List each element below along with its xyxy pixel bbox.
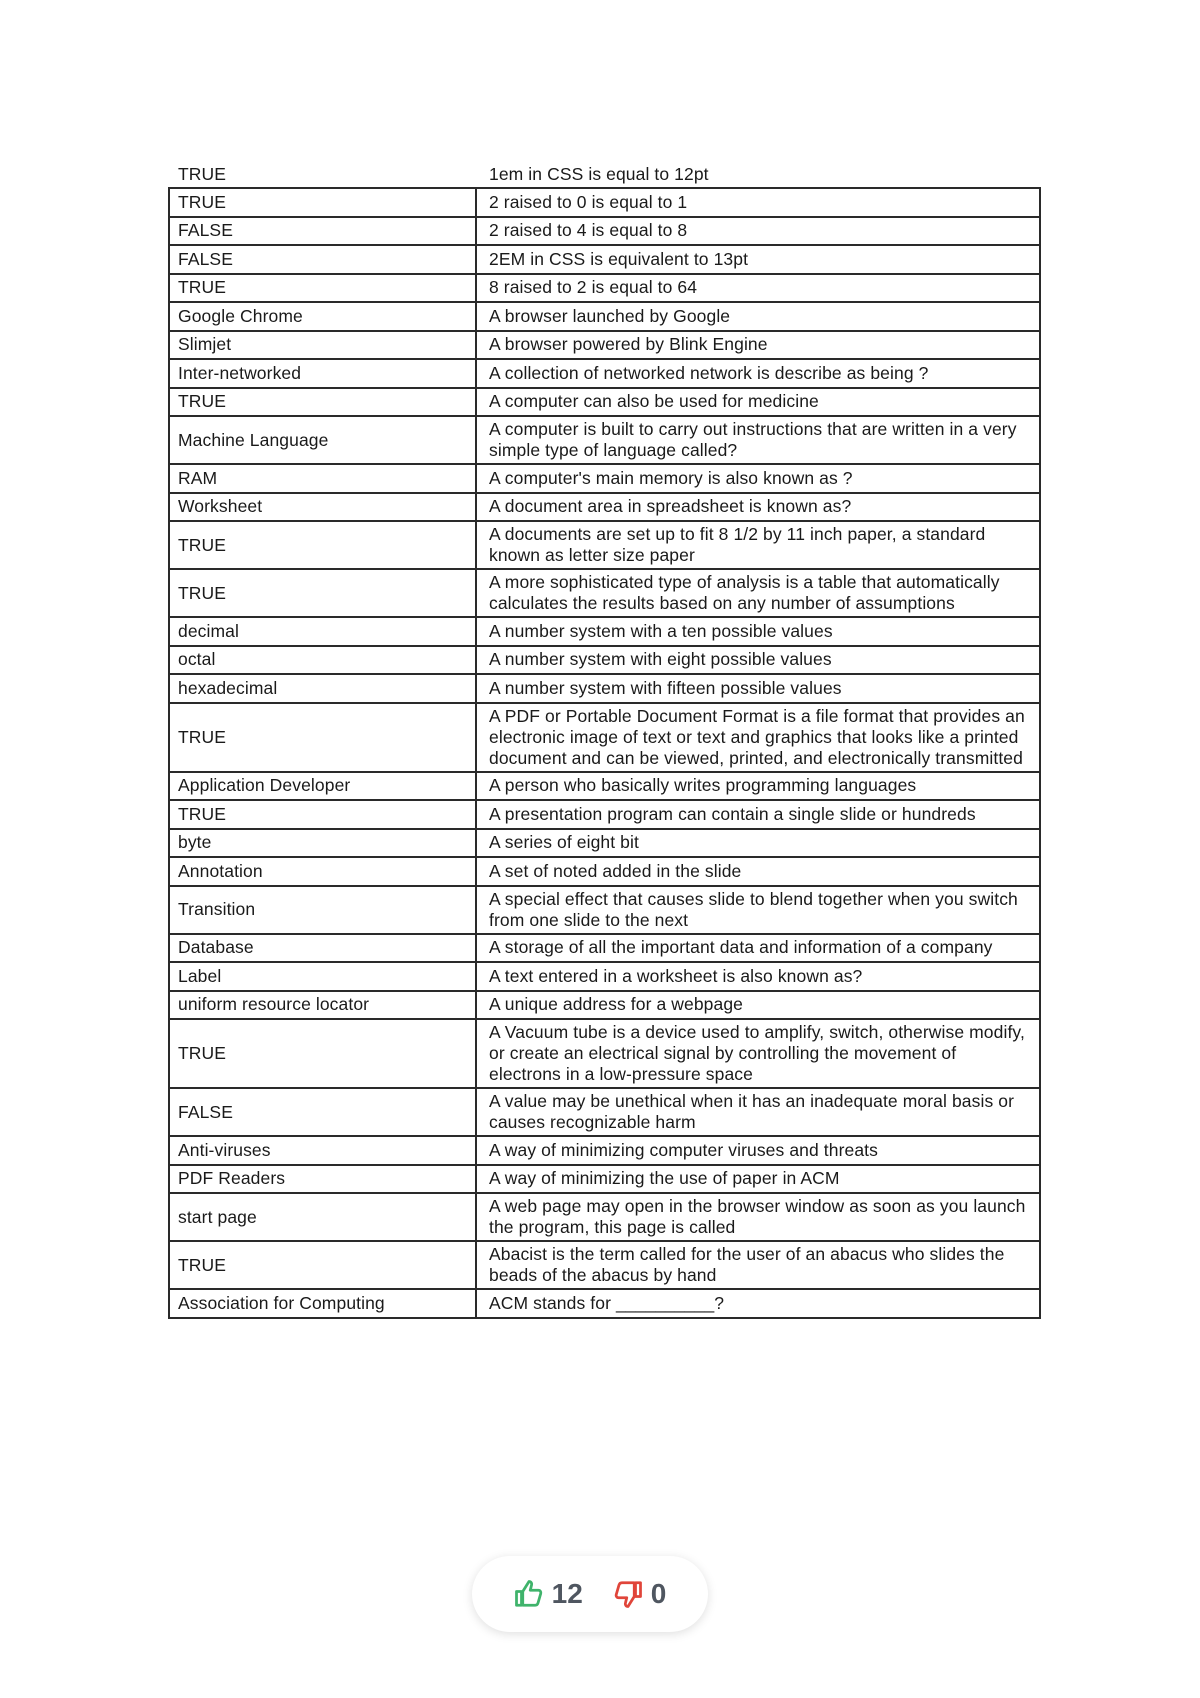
table-row (168, 1137, 1041, 1166)
answer-cell: Machine Language (168, 417, 477, 463)
question-cell: A number system with fifteen possible values (477, 675, 1041, 702)
question-cell: A way of minimizing the use of paper in ACM (477, 1166, 1041, 1193)
table-row (168, 647, 1041, 676)
dislike-button[interactable] (613, 1578, 667, 1610)
question-cell: A documents are set up to fit 8 1/2 by 11 inch paper, a standard known as letter size paper (477, 522, 1041, 568)
answer-cell: Annotation (168, 858, 477, 885)
answer-cell: Application Developer (168, 773, 477, 800)
answer-cell: Database (168, 935, 477, 962)
answer-cell: FALSE (168, 1089, 477, 1135)
answer-cell: RAM (168, 465, 477, 492)
question-cell: A unique address for a webpage (477, 992, 1041, 1019)
table-row (168, 522, 1041, 570)
answer-cell: FALSE (168, 218, 477, 245)
question-cell: A number system with a ten possible values (477, 618, 1041, 645)
table-row (168, 218, 1041, 247)
question-cell: 2 raised to 4 is equal to 8 (477, 218, 1041, 245)
answer-cell: Google Chrome (168, 303, 477, 330)
answer-cell: hexadecimal (168, 675, 477, 702)
like-button[interactable] (514, 1578, 583, 1610)
table-row (168, 494, 1041, 523)
table-row (168, 1089, 1041, 1137)
answer-cell: octal (168, 647, 477, 674)
question-cell: A browser powered by Blink Engine (477, 332, 1041, 359)
question-cell: A computer can also be used for medicine (477, 389, 1041, 416)
table-row (168, 162, 1041, 189)
question-cell: A number system with eight possible values (477, 647, 1041, 674)
answer-cell: TRUE (168, 389, 477, 416)
answer-cell: TRUE (178, 164, 227, 184)
table-row (168, 963, 1041, 992)
question-cell: A collection of networked network is describe as being ? (477, 360, 1041, 387)
answer-cell: TRUE (168, 1242, 477, 1288)
question-cell: 1em in CSS is equal to 12pt (489, 164, 709, 184)
table-row (168, 992, 1041, 1021)
table-row (168, 830, 1041, 859)
table-row (168, 332, 1041, 361)
answer-cell: Label (168, 963, 477, 990)
table-row (168, 189, 1041, 218)
question-cell: A value may be unethical when it has an inadequate moral basis or causes recognizable harm (477, 1089, 1041, 1135)
answer-cell: Transition (168, 887, 477, 933)
answer-cell: FALSE (168, 246, 477, 273)
table-row (168, 1166, 1041, 1195)
answer-cell: start page (168, 1194, 477, 1240)
question-cell: A computer's main memory is also known as ? (477, 465, 1041, 492)
table-row (168, 465, 1041, 494)
table-row (168, 570, 1041, 618)
question-cell: Abacist is the term called for the user of an abacus who slides the beads of the abacus by hand (477, 1242, 1041, 1288)
answer-cell: Worksheet (168, 494, 477, 521)
question-cell: A person who basically writes programming languages (477, 773, 1041, 800)
answer-cell: Association for Computing (168, 1290, 477, 1317)
question-cell: A presentation program can contain a single slide or hundreds (477, 801, 1041, 828)
answer-cell: PDF Readers (168, 1166, 477, 1193)
answer-cell: uniform resource locator (168, 992, 477, 1019)
answer-cell: TRUE (168, 189, 477, 216)
table-row (168, 858, 1041, 887)
thumbs-down-icon (613, 1579, 643, 1609)
question-cell: A document area in spreadsheet is known as? (477, 494, 1041, 521)
question-cell: A series of eight bit (477, 830, 1041, 857)
question-cell: A special effect that causes slide to blend together when you switch from one slide to the next (477, 887, 1041, 933)
table-row (168, 935, 1041, 964)
table-row (168, 246, 1041, 275)
question-cell: A more sophisticated type of analysis is a table that automatically calculates the results based on any number of assumptions (477, 570, 1041, 616)
answer-cell: Inter-networked (168, 360, 477, 387)
vote-bar (472, 1556, 708, 1632)
table-row (168, 887, 1041, 935)
table-row (168, 360, 1041, 389)
table-row (168, 303, 1041, 332)
table-row (168, 389, 1041, 418)
question-cell: 2 raised to 0 is equal to 1 (477, 189, 1041, 216)
question-cell: ACM stands for __________? (477, 1290, 1041, 1317)
table-row (168, 275, 1041, 304)
question-cell: 8 raised to 2 is equal to 64 (477, 275, 1041, 302)
table-row (168, 1242, 1041, 1290)
table-row (168, 801, 1041, 830)
question-cell: A way of minimizing computer viruses and threats (477, 1137, 1041, 1164)
answer-cell: Anti-viruses (168, 1137, 477, 1164)
table-row (168, 417, 1041, 465)
question-cell: A set of noted added in the slide (477, 858, 1041, 885)
question-cell: A PDF or Portable Document Format is a file format that provides an electronic image of text or text and graphics that looks like a printed document and can be viewed, printed, and electronically transmitted (477, 704, 1041, 771)
answer-cell: TRUE (168, 570, 477, 616)
answer-table (168, 162, 1041, 1319)
answer-cell: Slimjet (168, 332, 477, 359)
question-cell: A web page may open in the browser window as soon as you launch the program, this page is called (477, 1194, 1041, 1240)
question-cell: A computer is built to carry out instructions that are written in a very simple type of language called? (477, 417, 1041, 463)
table-row (168, 1194, 1041, 1242)
table-row (168, 704, 1041, 773)
table-row (168, 1290, 1041, 1319)
answer-cell: TRUE (168, 1020, 477, 1087)
question-cell: A storage of all the important data and information of a company (477, 935, 1041, 962)
table-row (168, 773, 1041, 802)
answer-cell: TRUE (168, 801, 477, 828)
answer-cell: TRUE (168, 275, 477, 302)
answer-cell: byte (168, 830, 477, 857)
thumbs-up-icon (514, 1579, 544, 1609)
answer-cell: TRUE (168, 522, 477, 568)
table-row (168, 1020, 1041, 1089)
answer-cell: decimal (168, 618, 477, 645)
table-row (168, 618, 1041, 647)
question-cell: 2EM in CSS is equivalent to 13pt (477, 246, 1041, 273)
table-row (168, 675, 1041, 704)
question-cell: A Vacuum tube is a device used to amplify, switch, otherwise modify, or create an electrical signal by controlling the movement of electrons in a low-pressure space (477, 1020, 1041, 1087)
question-cell: A text entered in a worksheet is also known as? (477, 963, 1041, 990)
answer-cell: TRUE (168, 704, 477, 771)
like-count: 12 (551, 1578, 583, 1609)
question-cell: A browser launched by Google (477, 303, 1041, 330)
dislike-count: 0 (650, 1578, 667, 1609)
